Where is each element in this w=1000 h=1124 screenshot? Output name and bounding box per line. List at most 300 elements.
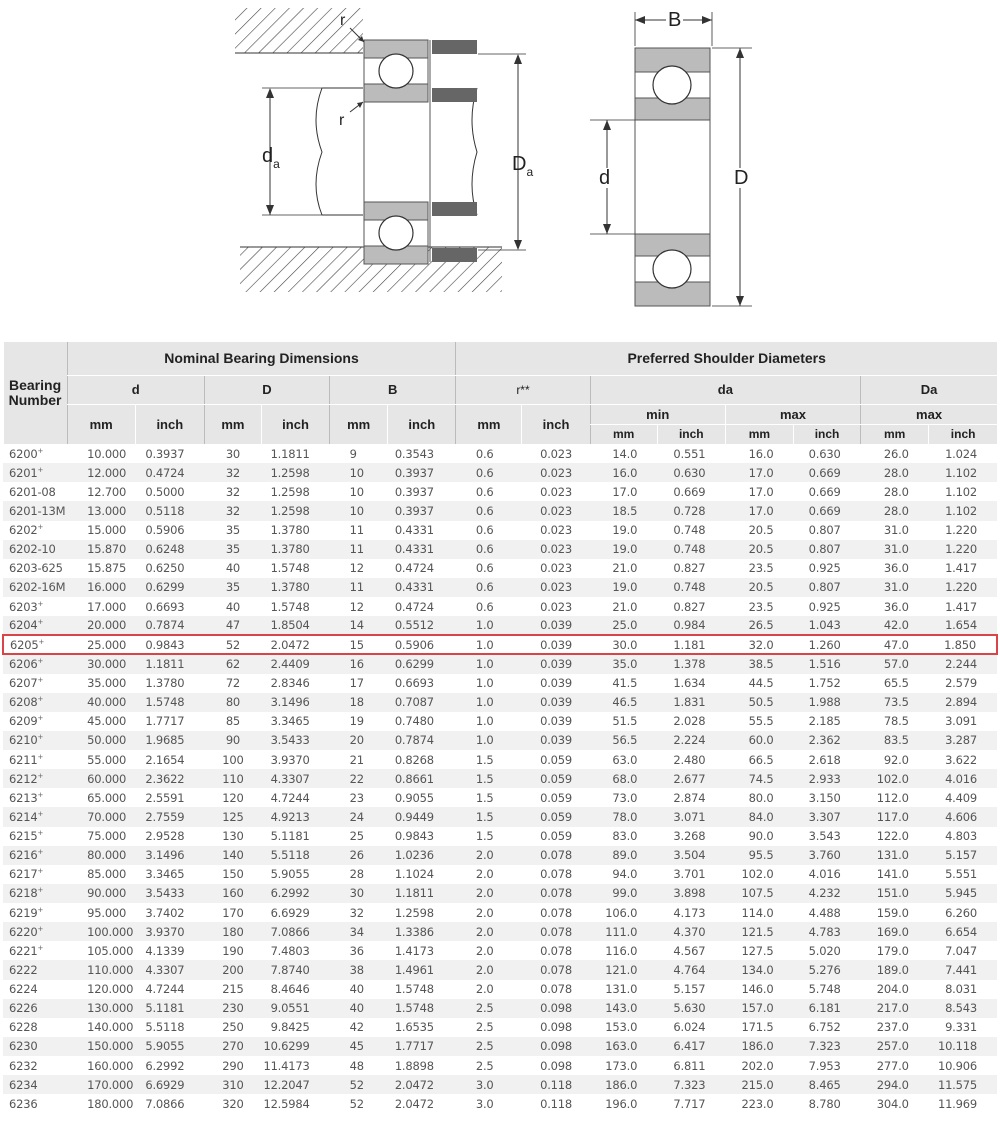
B-mm-cell-value: 21 xyxy=(349,752,364,767)
bearing-number-cell xyxy=(3,1018,67,1037)
da-min-mm-cell-value: 21.0 xyxy=(612,599,638,614)
r-inch-cell xyxy=(522,578,590,597)
B-mm-cell xyxy=(330,1037,388,1056)
D-inch-cell xyxy=(261,559,329,578)
r-mm-cell-value: 1.5 xyxy=(475,809,494,824)
B-mm-cell xyxy=(330,846,388,865)
D-mm-cell-value: 270 xyxy=(222,1039,244,1054)
B-inch-cell xyxy=(388,865,456,884)
B-inch-cell-value: 0.8268 xyxy=(394,752,434,767)
d-inch-cell-value: 3.3465 xyxy=(145,867,185,882)
B-inch-cell-value: 0.7480 xyxy=(394,714,434,729)
Da-max-inch-cell xyxy=(929,1075,997,1094)
bearing-number-cell xyxy=(3,980,67,999)
B-mm-cell-value: 18 xyxy=(349,695,364,710)
bearing-number-cell xyxy=(3,559,67,578)
r-mm-cell xyxy=(456,846,522,865)
da-max-mm-cell-value: 157.0 xyxy=(741,1001,774,1016)
r-inch-cell xyxy=(522,540,590,559)
da-min-inch-cell-value: 1.378 xyxy=(673,657,706,672)
r-inch-cell xyxy=(522,750,590,769)
Da-max-mm-cell-value: 151.0 xyxy=(876,886,909,901)
B-inch-cell xyxy=(388,482,456,501)
B-inch-cell xyxy=(388,731,456,750)
da-max-mm-cell-value: 186.0 xyxy=(741,1039,774,1054)
da-max-mm-cell-value: 171.5 xyxy=(741,1020,774,1035)
d-mm-cell-value: 130.000 xyxy=(87,1001,134,1016)
d-mm-cell-value: 15.000 xyxy=(87,523,127,538)
d-inch-cell xyxy=(135,922,204,941)
D-mm-cell xyxy=(204,788,261,807)
bearing-number-cell-value: 6203 xyxy=(9,599,38,614)
Da-max-inch-cell xyxy=(929,807,997,826)
D-inch-cell xyxy=(261,884,329,903)
B-inch-cell xyxy=(388,1056,456,1075)
d-mm-cell-value: 12.000 xyxy=(87,465,127,480)
d-mm-cell-value: 10.000 xyxy=(87,446,127,461)
da-min-mm-cell xyxy=(590,999,657,1018)
r-mm-cell xyxy=(456,731,522,750)
da-min-inch-cell xyxy=(657,884,725,903)
D-mm-cell-value: 90 xyxy=(225,733,241,748)
B-inch-cell xyxy=(388,444,456,463)
B-mm-cell-value: 11 xyxy=(349,542,364,557)
da-min-inch-cell-value: 3.701 xyxy=(673,867,706,882)
da-max-mm-cell-value: 134.0 xyxy=(741,962,774,977)
D-mm-cell xyxy=(204,444,261,463)
da-min-inch-cell-value: 2.677 xyxy=(673,771,706,786)
Da-max-inch-cell xyxy=(929,846,997,865)
da-min-inch-cell-value: 0.669 xyxy=(673,484,706,499)
da-min-inch-cell-value: 2.874 xyxy=(673,790,706,805)
da-min-inch-cell xyxy=(657,846,725,865)
B-mm-cell-value: 11 xyxy=(349,523,364,538)
B-inch-cell xyxy=(388,769,456,788)
da-max-inch-cell xyxy=(793,1037,860,1056)
B-mm-cell-value: 26 xyxy=(349,848,364,863)
D-inch-cell-value: 7.8740 xyxy=(270,962,310,977)
r-mm-cell xyxy=(456,712,522,731)
da-min-mm-cell xyxy=(590,884,657,903)
da-max-inch-cell xyxy=(793,463,860,482)
da-max-mm-cell xyxy=(725,980,793,999)
d-mm-cell xyxy=(67,807,135,826)
da-max-mm-cell xyxy=(725,846,793,865)
da-max-inch-cell xyxy=(793,654,860,673)
r-mm-cell-value: 1.5 xyxy=(475,790,494,805)
footnote-marker: + xyxy=(37,657,44,666)
d-inch-cell-value: 0.5118 xyxy=(145,503,185,518)
D-mm-cell-value: 150 xyxy=(222,867,244,882)
d-inch-cell xyxy=(135,846,204,865)
D-mm-cell-value: 52 xyxy=(225,637,241,652)
B-mm-cell xyxy=(330,635,388,654)
r-mm-cell-value: 0.6 xyxy=(475,465,494,480)
bearing-number-cell xyxy=(3,788,67,807)
d-mm-cell-value: 35.000 xyxy=(87,676,127,691)
d-inch-cell-value: 3.1496 xyxy=(145,848,185,863)
table-row xyxy=(3,788,997,807)
D-inch-cell xyxy=(261,769,329,788)
r-inch-cell xyxy=(522,1094,590,1113)
bearing-number-cell-value: 6201-08 xyxy=(9,484,56,499)
r-inch-cell-value: 0.023 xyxy=(540,484,573,499)
da-max-mm-cell xyxy=(725,999,793,1018)
B-mm-cell-value: 16 xyxy=(349,657,364,672)
d-mm-cell xyxy=(67,559,135,578)
da-min-mm-cell-value: 106.0 xyxy=(605,905,638,920)
r-inch-cell xyxy=(522,960,590,979)
D-inch-cell xyxy=(261,1037,329,1056)
bearing-number-cell xyxy=(3,482,67,501)
bearing-number-cell xyxy=(3,1056,67,1075)
D-mm-cell xyxy=(204,884,261,903)
D-inch-cell-value: 1.2598 xyxy=(270,465,310,480)
da-min-inch-cell xyxy=(657,731,725,750)
D-mm-cell xyxy=(204,807,261,826)
Da-max-inch-cell-value: 8.031 xyxy=(945,982,977,997)
d-mm-cell-value: 15.870 xyxy=(87,542,127,557)
Da-max-mm-cell-value: 179.0 xyxy=(876,943,909,958)
d-mm-cell-value: 160.000 xyxy=(87,1058,134,1073)
r-mm-cell-value: 2.0 xyxy=(475,962,494,977)
d-mm-cell-value: 110.000 xyxy=(87,962,134,977)
da-min-mm-cell-value: 25.0 xyxy=(612,618,638,633)
D-inch-cell xyxy=(261,444,329,463)
r-inch-cell-value: 0.039 xyxy=(540,695,573,710)
da-min-inch-cell xyxy=(657,999,725,1018)
r-mm-cell xyxy=(456,980,522,999)
r-inch-cell-value: 0.078 xyxy=(540,848,573,863)
d-inch-cell xyxy=(135,635,204,654)
r-inch-cell-value: 0.059 xyxy=(540,829,573,844)
da-min-mm-cell-value: 196.0 xyxy=(605,1096,638,1111)
da-min-inch-cell-value: 0.748 xyxy=(673,523,706,538)
d-mm-cell xyxy=(67,750,135,769)
da-min-inch-cell-value: 1.634 xyxy=(673,676,706,691)
table-row-highlighted xyxy=(3,635,997,654)
r-mm-cell-value: 1.0 xyxy=(475,676,494,691)
da-max-mm-cell-value: 114.0 xyxy=(741,905,774,920)
D-mm-cell-value: 250 xyxy=(222,1020,244,1035)
D-mm-cell xyxy=(204,750,261,769)
da-max-mm-cell xyxy=(725,635,793,654)
da-label xyxy=(262,146,280,170)
bearing-number-cell-value: 6230 xyxy=(9,1039,38,1054)
da-max-inch-cell xyxy=(793,1094,860,1113)
bearing-number-cell xyxy=(3,750,67,769)
r-mm-cell-value: 0.6 xyxy=(475,580,494,595)
B-inch-cell xyxy=(388,693,456,712)
table-row xyxy=(3,1094,997,1113)
footnote-marker: + xyxy=(38,637,45,646)
da-min-mm-cell-value: 116.0 xyxy=(605,943,638,958)
da-min-inch-cell xyxy=(657,807,725,826)
Da-max-inch-cell xyxy=(929,674,997,693)
D-mm-cell xyxy=(204,1037,261,1056)
d-mm-cell xyxy=(67,616,135,635)
d-inch-cell xyxy=(135,1056,204,1075)
Da-max-mm-cell xyxy=(861,597,929,616)
da-min-mm-cell-value: 21.0 xyxy=(612,561,638,576)
B-inch-cell-value: 1.6535 xyxy=(394,1020,434,1035)
D-inch-cell-value: 1.5748 xyxy=(270,561,310,576)
Da-max-mm-cell-value: 28.0 xyxy=(883,503,909,518)
D-mm-cell xyxy=(204,463,261,482)
D-inch-cell xyxy=(261,903,329,922)
da-min-inch-cell-value: 0.827 xyxy=(673,561,706,576)
d-mm-cell xyxy=(67,501,135,520)
B-mm-cell xyxy=(330,693,388,712)
Da-max-inch-cell-value: 2.244 xyxy=(945,657,977,672)
da-max-inch-cell-value: 0.669 xyxy=(808,503,841,518)
da-max-inch-cell xyxy=(793,540,860,559)
table-row xyxy=(3,731,997,750)
D-mm-cell xyxy=(204,482,261,501)
table-row xyxy=(3,922,997,941)
D-mm-cell-value: 180 xyxy=(222,924,244,939)
r-inch-cell xyxy=(522,1075,590,1094)
r-inch-cell-value: 0.098 xyxy=(540,1058,573,1073)
r-label-top: r xyxy=(340,12,346,29)
r-inch-cell xyxy=(522,941,590,960)
B-inch-cell-value: 0.7087 xyxy=(394,695,434,710)
da-max-inch-header: inch xyxy=(793,424,860,444)
r-inch-cell-value: 0.078 xyxy=(540,982,573,997)
Da-max-inch-cell xyxy=(929,521,997,540)
D-inch-header: inch xyxy=(261,404,329,444)
d-inch-cell xyxy=(135,941,204,960)
D-mm-cell-value: 32 xyxy=(225,465,241,480)
r-inch-cell xyxy=(522,827,590,846)
B-mm-cell-value: 32 xyxy=(349,905,364,920)
r-mm-cell xyxy=(456,578,522,597)
Da-max-inch-cell xyxy=(929,922,997,941)
bearing-number-cell xyxy=(3,654,67,673)
Da-max-inch-cell-value: 1.654 xyxy=(945,618,977,633)
d-mm-cell xyxy=(67,827,135,846)
d-mm-cell xyxy=(67,597,135,616)
da-max-mm-cell xyxy=(725,731,793,750)
Da-max-mm-cell-value: 36.0 xyxy=(883,599,909,614)
da-max-inch-cell-value: 3.543 xyxy=(808,829,841,844)
B-inch-cell-value: 0.3937 xyxy=(394,484,434,499)
da-max-inch-cell xyxy=(793,578,860,597)
da-max-inch-cell-value: 1.043 xyxy=(808,618,841,633)
da-max-inch-cell-value: 0.630 xyxy=(808,446,841,461)
D-mm-header: mm xyxy=(204,404,261,444)
D-inch-cell xyxy=(261,960,329,979)
da-min-mm-cell-value: 56.5 xyxy=(612,733,638,748)
d-inch-cell-value: 1.1811 xyxy=(145,657,185,672)
B-inch-cell-value: 1.8898 xyxy=(394,1058,434,1073)
Da-max-mm-cell xyxy=(861,559,929,578)
D-inch-cell xyxy=(261,521,329,540)
da-max-mm-cell xyxy=(725,482,793,501)
da-max-mm-cell-value: 20.5 xyxy=(748,523,774,538)
table-row xyxy=(3,482,997,501)
bearing-number-cell xyxy=(3,578,67,597)
D-mm-cell xyxy=(204,769,261,788)
Da-max-mm-cell-value: 78.5 xyxy=(883,714,909,729)
Da-max-mm-cell xyxy=(861,788,929,807)
D-inch-cell-value: 12.2047 xyxy=(263,1077,310,1092)
d-mm-cell-value: 60.000 xyxy=(87,771,127,786)
r-inch-cell xyxy=(522,980,590,999)
D-inch-cell-value: 2.8346 xyxy=(270,676,310,691)
D-mm-cell xyxy=(204,1018,261,1037)
table-row xyxy=(3,616,997,635)
table-header xyxy=(3,342,997,444)
D-mm-cell-value: 32 xyxy=(225,503,241,518)
da-min-mm-cell xyxy=(590,578,657,597)
B-inch-cell xyxy=(388,1075,456,1094)
d-mm-cell xyxy=(67,999,135,1018)
bearing-number-cell-value: 6224 xyxy=(9,982,38,997)
B-mm-cell-value: 48 xyxy=(349,1058,364,1073)
r-inch-cell xyxy=(522,922,590,941)
Da-max-mm-header: mm xyxy=(861,424,929,444)
B-inch-cell-value: 1.7717 xyxy=(394,1039,434,1054)
bearing-number-cell-value: 6213 xyxy=(9,790,38,805)
Da-max-mm-cell xyxy=(861,521,929,540)
da-min-inch-cell xyxy=(657,482,725,501)
Da-max-inch-cell-value: 1.024 xyxy=(945,446,977,461)
Da-max-mm-cell-value: 65.5 xyxy=(883,676,909,691)
footnote-marker: + xyxy=(37,943,44,952)
da-min-inch-cell-value: 0.984 xyxy=(673,618,706,633)
d-inch-cell-value: 1.9685 xyxy=(145,733,185,748)
Da-max-mm-cell xyxy=(861,731,929,750)
footnote-marker: + xyxy=(37,446,44,455)
D-mm-cell xyxy=(204,578,261,597)
B-inch-cell-value: 1.2598 xyxy=(394,905,434,920)
da-min-inch-cell-value: 1.831 xyxy=(673,695,706,710)
D-inch-cell xyxy=(261,1094,329,1113)
D-mm-cell xyxy=(204,865,261,884)
da-max-inch-cell xyxy=(793,521,860,540)
da-max-inch-cell-value: 4.488 xyxy=(808,905,841,920)
da-min-inch-cell xyxy=(657,693,725,712)
B-mm-cell xyxy=(330,903,388,922)
table-row xyxy=(3,999,997,1018)
D-inch-cell-value: 6.6929 xyxy=(270,905,310,920)
r-mm-cell xyxy=(456,693,522,712)
d-mm-cell-value: 75.000 xyxy=(87,829,127,844)
D-inch-cell-value: 8.4646 xyxy=(270,982,310,997)
Da-max-inch-cell-value: 4.016 xyxy=(945,771,977,786)
D-mm-cell-value: 215 xyxy=(222,982,244,997)
B-mm-cell xyxy=(330,960,388,979)
r-mm-cell xyxy=(456,769,522,788)
da-max-inch-cell xyxy=(793,674,860,693)
da-max-mm-cell xyxy=(725,865,793,884)
r-mm-cell xyxy=(456,1018,522,1037)
r-mm-cell xyxy=(456,1075,522,1094)
da-min-mm-cell xyxy=(590,865,657,884)
D-mm-cell-value: 72 xyxy=(225,676,241,691)
da-max-mm-cell xyxy=(725,597,793,616)
D-inch-cell xyxy=(261,540,329,559)
r-mm-cell-value: 1.0 xyxy=(475,637,494,652)
r-mm-cell-value: 2.0 xyxy=(475,867,494,882)
da-max-inch-cell xyxy=(793,980,860,999)
D-inch-cell xyxy=(261,1056,329,1075)
B-mm-cell xyxy=(330,597,388,616)
D-inch-cell xyxy=(261,578,329,597)
table-row xyxy=(3,980,997,999)
nominal-dimensions-header: Nominal Bearing Dimensions xyxy=(67,342,456,375)
d-mm-cell-value: 180.000 xyxy=(87,1096,134,1111)
d-mm-cell xyxy=(67,788,135,807)
D-inch-cell-value: 5.1181 xyxy=(270,829,310,844)
B-mm-cell xyxy=(330,559,388,578)
Da-label-main: D xyxy=(512,153,527,175)
Da-max-inch-cell xyxy=(929,635,997,654)
d-mm-cell xyxy=(67,444,135,463)
d-inch-cell xyxy=(135,769,204,788)
da-max-mm-cell xyxy=(725,578,793,597)
da-max-inch-cell xyxy=(793,635,860,654)
bearing-number-cell xyxy=(3,884,67,903)
bearing-number-cell xyxy=(3,693,67,712)
r-inch-cell xyxy=(522,903,590,922)
D-mm-cell-value: 100 xyxy=(222,752,244,767)
D-mm-cell xyxy=(204,903,261,922)
r-inch-cell xyxy=(522,769,590,788)
da-max-inch-cell xyxy=(793,597,860,616)
D-mm-cell xyxy=(204,1056,261,1075)
da-max-inch-cell-value: 3.307 xyxy=(808,809,841,824)
da-min-inch-cell-value: 2.224 xyxy=(673,733,706,748)
da-min-inch-cell-value: 3.504 xyxy=(673,848,706,863)
D-inch-cell-value: 2.4409 xyxy=(270,657,310,672)
Da-max-mm-cell xyxy=(861,769,929,788)
bearing-number-cell-value: 6228 xyxy=(9,1020,38,1035)
d-mm-cell xyxy=(67,654,135,673)
da-max-mm-cell-value: 20.5 xyxy=(748,542,774,557)
da-min-mm-cell-value: 46.5 xyxy=(612,695,638,710)
d-header: d xyxy=(67,375,204,404)
r-mm-cell xyxy=(456,788,522,807)
r-mm-cell xyxy=(456,1056,522,1075)
da-min-mm-cell xyxy=(590,846,657,865)
bearing-number-cell xyxy=(3,807,67,826)
B-mm-cell-value: 38 xyxy=(349,962,364,977)
da-min-mm-cell xyxy=(590,903,657,922)
bearing-diagram xyxy=(0,0,1000,340)
d-inch-cell xyxy=(135,980,204,999)
B-mm-cell xyxy=(330,482,388,501)
D-inch-cell xyxy=(261,693,329,712)
d-mm-cell xyxy=(67,960,135,979)
d-mm-cell xyxy=(67,903,135,922)
B-mm-cell-value: 10 xyxy=(349,484,364,499)
bearing-number-cell-value: 6226 xyxy=(9,1001,38,1016)
B-mm-cell xyxy=(330,674,388,693)
D-inch-cell xyxy=(261,654,329,673)
r-mm-cell-value: 0.6 xyxy=(475,523,494,538)
da-min-mm-cell-value: 153.0 xyxy=(605,1020,638,1035)
da-min-mm-cell-value: 19.0 xyxy=(612,523,638,538)
da-min-mm-cell xyxy=(590,1018,657,1037)
d-inch-cell-value: 2.7559 xyxy=(145,809,185,824)
r-mm-cell xyxy=(456,903,522,922)
da-max-mm-cell xyxy=(725,827,793,846)
Da-max-mm-cell xyxy=(861,1037,929,1056)
da-min-mm-cell xyxy=(590,693,657,712)
bearing-number-cell xyxy=(3,597,67,616)
